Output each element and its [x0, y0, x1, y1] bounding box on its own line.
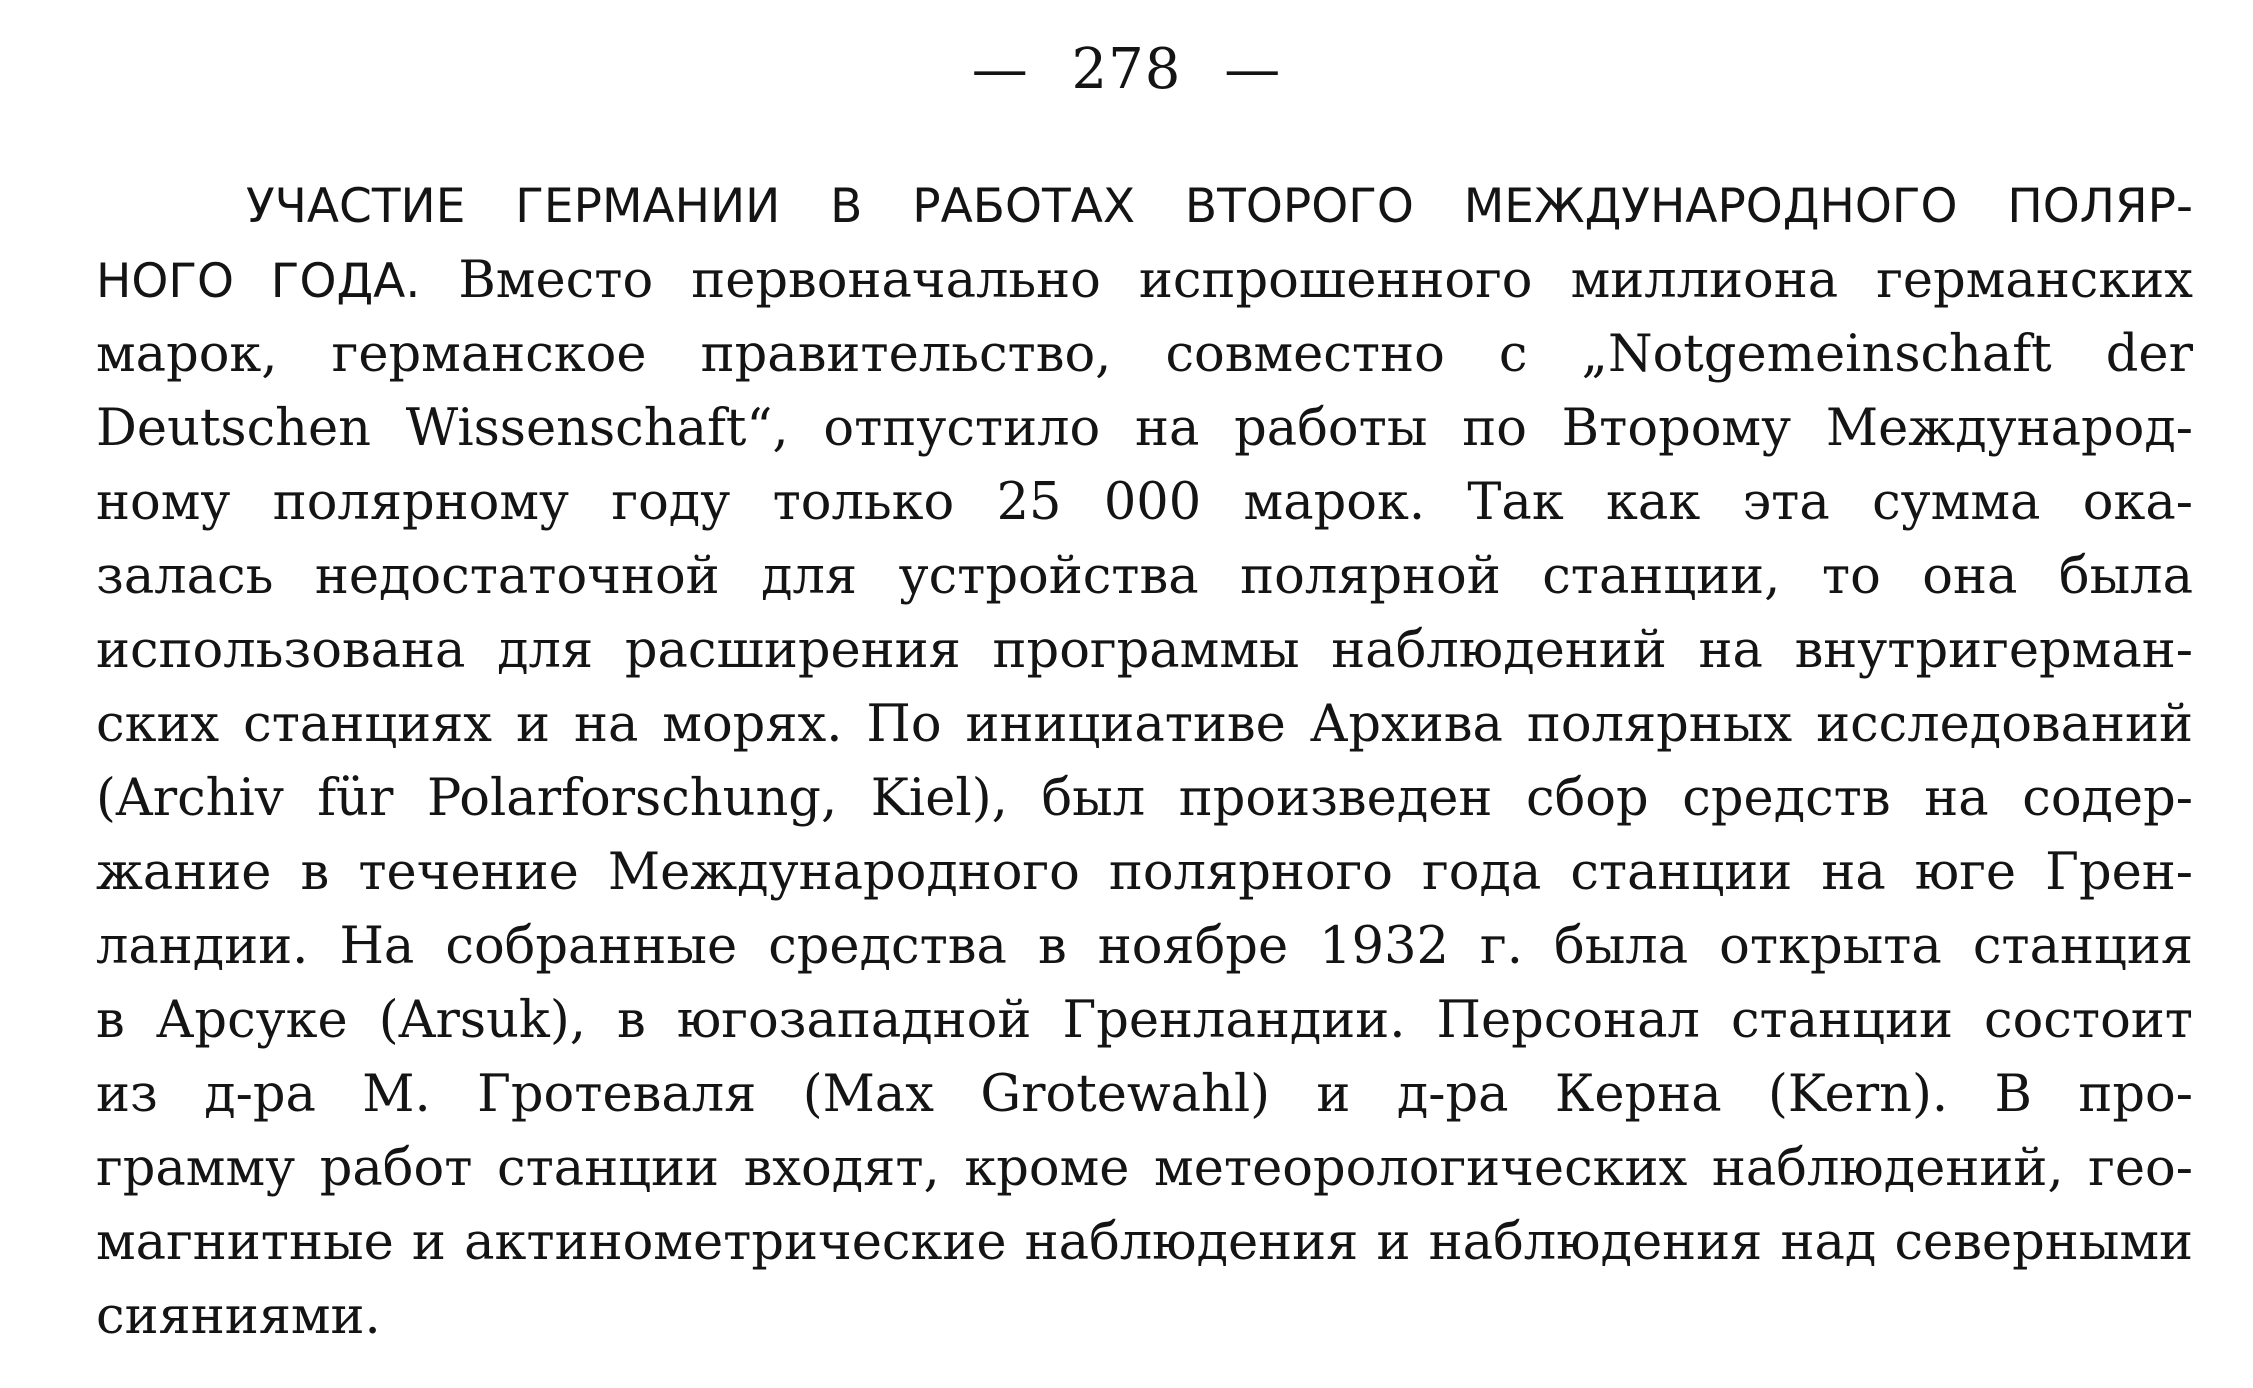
paragraph-line-9: жание в течение Международного полярного года станции на юге Грен- [96, 843, 2193, 902]
paragraph-line-14: магнитные и актинометрические наблюдения и наблюдения над северными [96, 1213, 2193, 1272]
paragraph-text: Вместо первоначально испрошенного миллиона германских [420, 251, 2193, 310]
paragraph-line-3: Deutschen Wissenschaft“, отпустило на работы по Второму Международ- [96, 399, 2193, 458]
paragraph-line-8: (Archiv für Polarforschung, Kiel), был произведен сбор средств на содер- [96, 769, 2193, 828]
article-heading-line-1: УЧАСТИЕ ГЕРМАНИИ В РАБОТАХ ВТОРОГО МЕЖДУНАРОДНОГО ПОЛЯР- [246, 179, 2193, 234]
paragraph-line-6: использована для расширения программы наблюдений на внутригерман- [96, 621, 2193, 680]
paragraph-line-12: из д-ра М. Гротеваля (Max Grotewahl) и д-ра Керна (Kern). В про- [96, 1065, 2193, 1124]
paragraph-line-10: ландии. На собранные средства в ноябре 1932 г. была открыта станция [96, 917, 2193, 976]
paragraph-line-2: марок, германское правительство, совместно с „Notgemeinschaft der [96, 325, 2193, 384]
paragraph-line-11: в Арсуке (Arsuk), в югозападной Гренландии. Персонал станции состоит [96, 991, 2193, 1050]
paragraph-line-4: ному полярному году только 25 000 марок. Так как эта сумма ока- [96, 473, 2193, 532]
paragraph-line-7: ских станциях и на морях. По инициативе Архива полярных исследований [96, 695, 2193, 754]
paragraph-line-15: сияниями. [96, 1287, 381, 1346]
paragraph-line-5: залась недостаточной для устройства полярной станции, то она была [96, 547, 2193, 606]
paragraph-line-13: грамму работ станции входят, кроме метеорологических наблюдений, гео- [96, 1139, 2193, 1198]
page-number-dash-left: — [971, 37, 1029, 102]
paragraph-line-1 [96, 244, 2193, 318]
article-paragraph [96, 170, 2193, 1354]
page-number: 278 [1071, 37, 1182, 102]
article-heading-line-2: НОГО ГОДА. [96, 254, 421, 309]
page-number-dash-right: — [1224, 37, 1282, 102]
page-number-header [0, 30, 2253, 110]
